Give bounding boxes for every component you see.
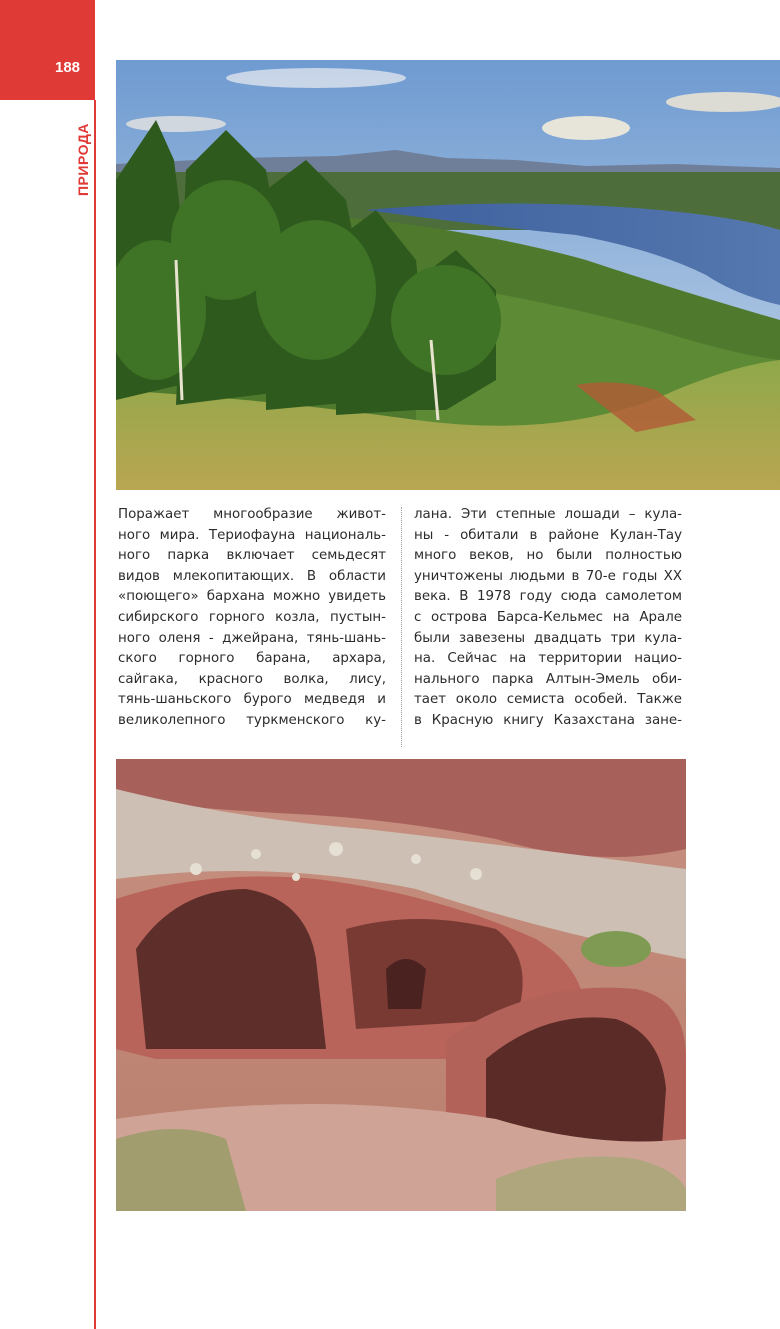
page-number: 188: [54, 59, 81, 76]
text-line: уничтожены людьми в 70-е годы XX: [414, 568, 682, 584]
text-line: тает около семиста особей. Также: [414, 692, 682, 708]
text-line: нального парка Алтын-Эмель оби-: [414, 671, 682, 687]
rock-formation-photo: [116, 759, 686, 1211]
text-line: ного мира. Териофауна националь-: [118, 527, 386, 543]
text-line: были завезены двадцать три кула-: [414, 630, 682, 646]
text-line: с острова Барса-Кельмес на Арале: [414, 609, 682, 625]
text-column-left: [118, 505, 386, 732]
text-column-right: [414, 505, 682, 732]
text-line: сибирского горного козла, пустын-: [118, 609, 386, 625]
text-line: ского горного барана, архара,: [118, 651, 386, 667]
text-line: много веков, но были полностью: [414, 548, 682, 564]
margin-rule: [94, 100, 96, 1329]
text-line: в Красную книгу Казахстана зане-: [414, 712, 682, 728]
text-line: ны - обитали в районе Кулан-Тау: [414, 527, 682, 543]
page-number-tab: [0, 0, 95, 100]
text-line: «поющего» бархана можно увидеть: [118, 589, 386, 605]
text-line: ного оленя - джейрана, тянь-шань-: [118, 630, 386, 646]
text-line: на. Сейчас на территории нацио-: [414, 651, 682, 667]
text-line: Поражает многообразие живот-: [118, 507, 386, 522]
text-line: века. В 1978 году сюда самолетом: [414, 589, 682, 605]
text-line: великолепного туркменского ку-: [118, 712, 386, 728]
landscape-photo: [116, 60, 780, 490]
section-label: ПРИРОДА: [75, 123, 91, 196]
column-divider: [401, 507, 402, 747]
text-line: видов млекопитающих. В области: [118, 568, 386, 584]
text-line: тянь-шаньского бурого медведя и: [118, 692, 386, 708]
text-line: ного парка включает семьдесят: [118, 548, 386, 564]
text-line: сайгака, красного волка, лису,: [118, 671, 386, 687]
text-line: лана. Эти степные лошади – кула-: [414, 507, 682, 522]
